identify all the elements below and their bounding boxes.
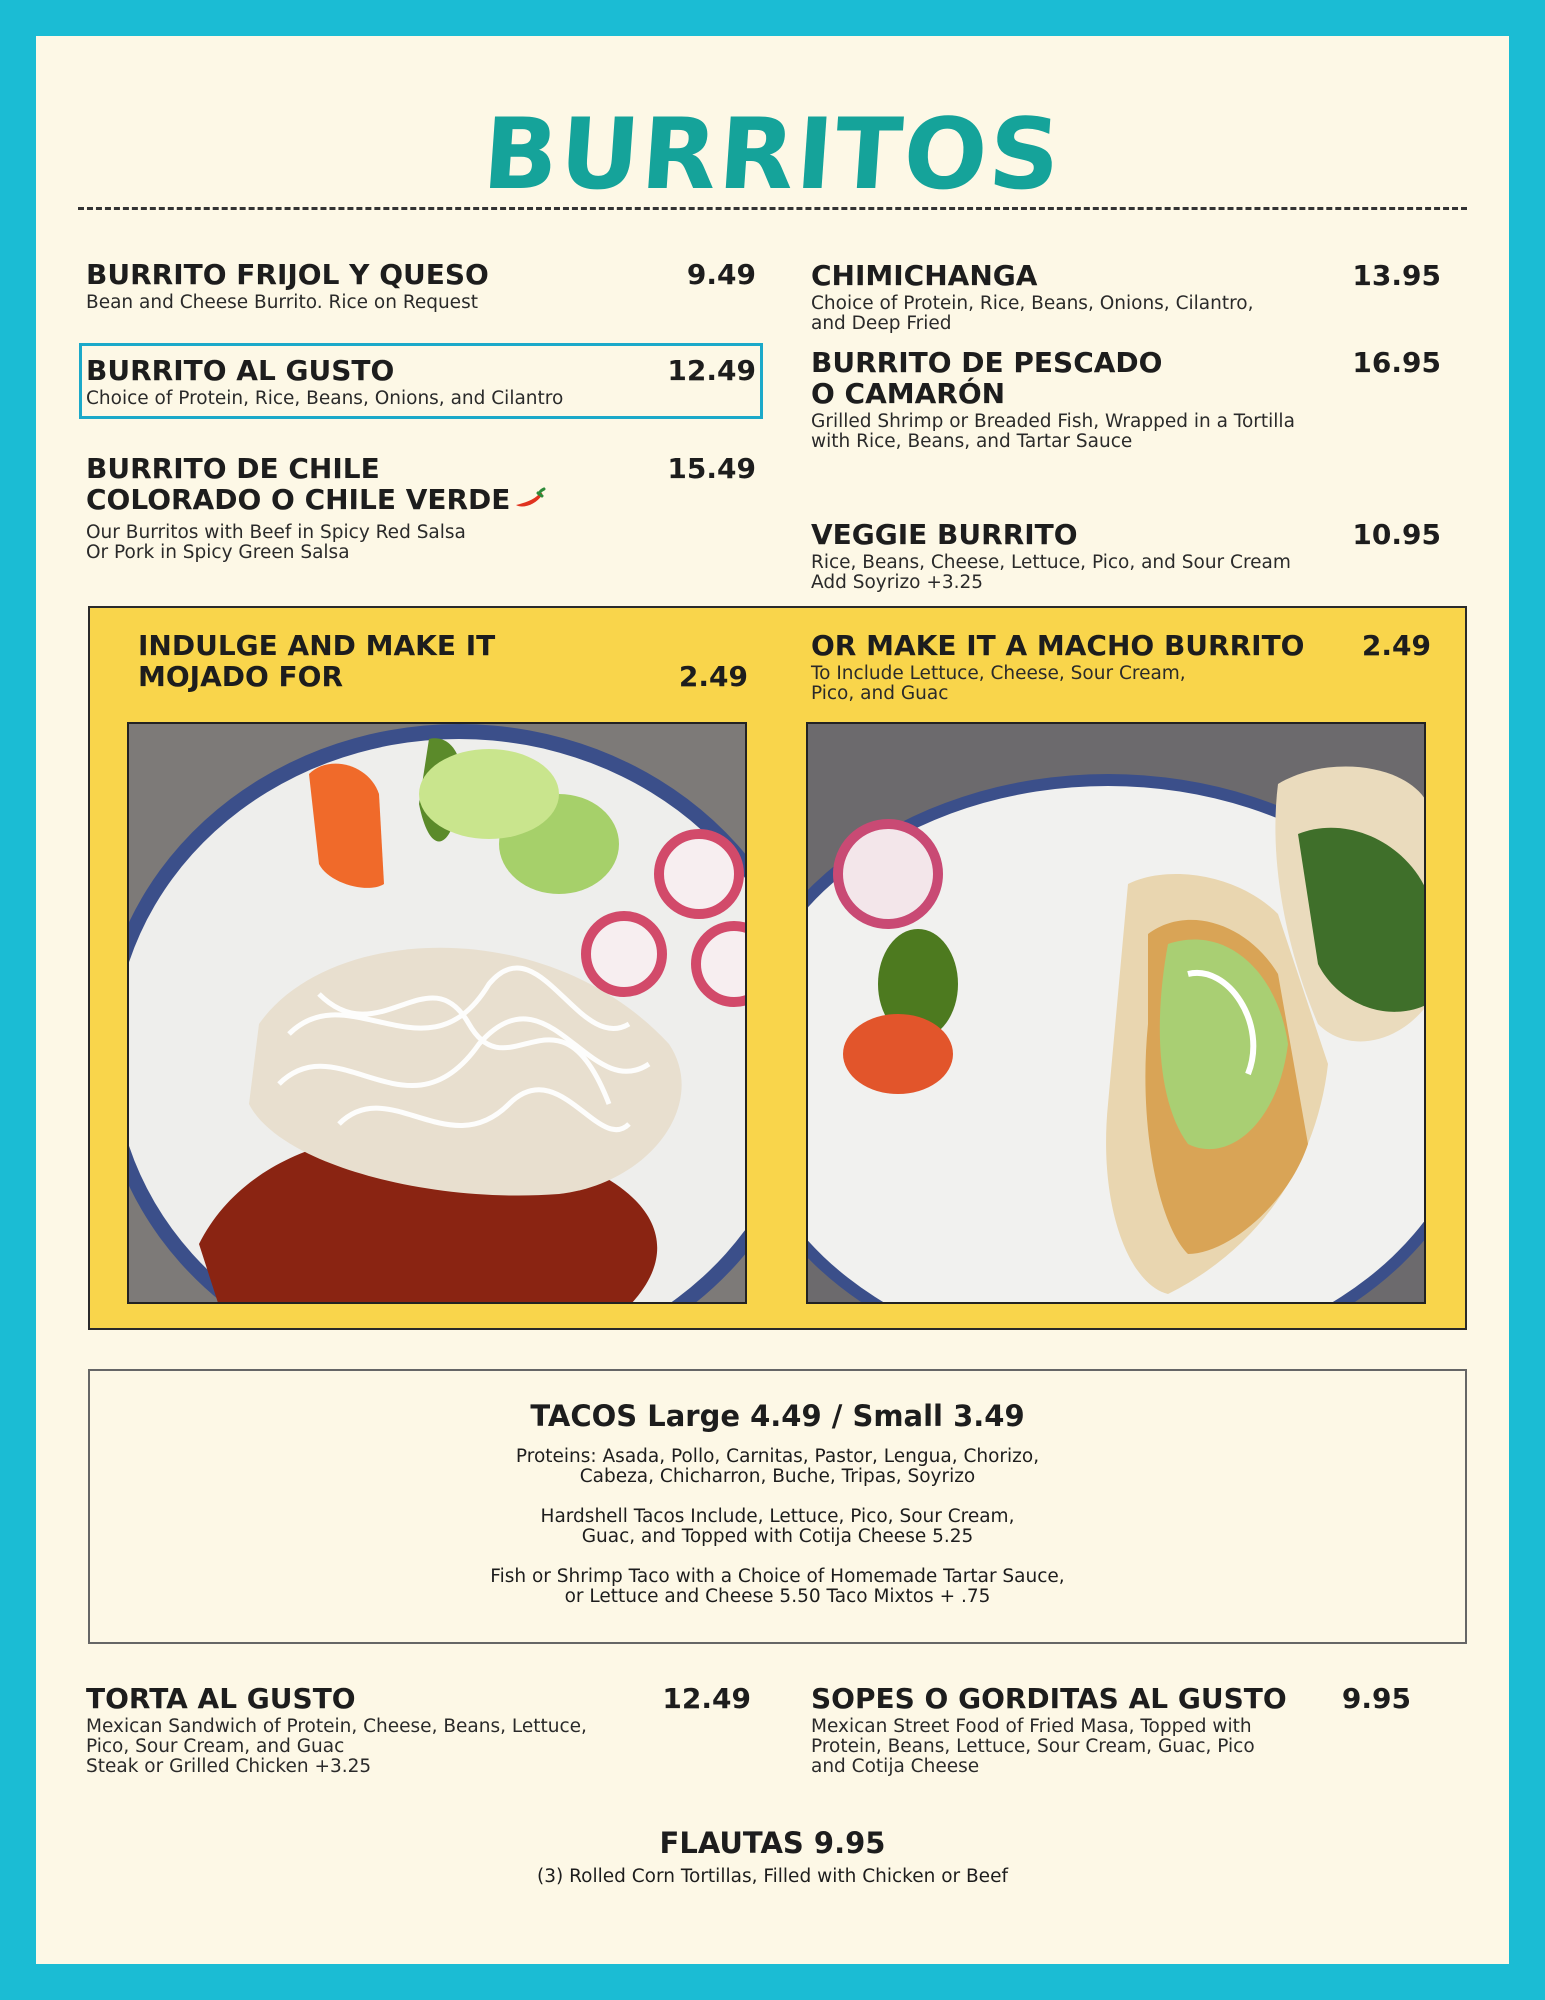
item-description: (3) Rolled Corn Tortillas, Filled with Chicken or Beef bbox=[537, 1866, 1008, 1887]
item-name: VEGGIE BURRITO bbox=[811, 518, 1078, 551]
chili-pepper-icon bbox=[512, 487, 546, 511]
item-name: BURRITO FRIJOL Y QUESO bbox=[86, 258, 489, 291]
item-name: TORTA AL GUSTO bbox=[86, 1682, 356, 1715]
item-description: Mexican Sandwich of Protein, Cheese, Beans, Lettuce, Pico, Sour Cream, and Guac Steak or Grilled Chicken +3.25 bbox=[86, 1716, 587, 1777]
menu-item-burrito-de-chile[interactable] bbox=[86, 453, 756, 563]
menu-item-sopes-o-gorditas[interactable] bbox=[811, 1683, 1411, 1777]
item-name-text: BURRITO DE CHILE COLORADO O CHILE VERDE bbox=[86, 452, 511, 516]
menu-item-flautas[interactable] bbox=[36, 1826, 1509, 1887]
upgrade-price: 2.49 bbox=[678, 660, 748, 693]
item-name: FLAUTAS 9.95 bbox=[659, 1826, 886, 1860]
macho-burrito-photo bbox=[806, 722, 1426, 1304]
upgrade-description: To Include Lettuce, Cheese, Sour Cream, Pico, and Guac bbox=[811, 663, 1186, 704]
tacos-hardshell: Hardshell Tacos Include, Lettuce, Pico, Sour Cream, Guac, and Topped with Cotija Cheese 5.25 bbox=[540, 1506, 1015, 1547]
item-name bbox=[86, 453, 756, 515]
page-title: BURRITOS bbox=[479, 98, 1066, 212]
menu-item-chimichanga[interactable] bbox=[811, 260, 1441, 334]
menu-item-burrito-de-pescado[interactable] bbox=[811, 347, 1441, 452]
item-description: Bean and Cheese Burrito. Rice on Request bbox=[86, 292, 478, 313]
menu-item-veggie-burrito[interactable] bbox=[811, 519, 1441, 593]
tacos-proteins: Proteins: Asada, Pollo, Carnitas, Pastor, Lengua, Chorizo, Cabeza, Chicharron, Buche, Tripas, Soyrizo bbox=[515, 1446, 1040, 1487]
item-price: 9.49 bbox=[686, 258, 756, 291]
item-name: BURRITO AL GUSTO bbox=[86, 354, 395, 387]
mojado-burrito-photo bbox=[127, 722, 747, 1304]
item-description: Grilled Shrimp or Breaded Fish, Wrapped in a Tortilla with Rice, Beans, and Tartar Sauce bbox=[811, 411, 1295, 452]
menu-item-torta-al-gusto[interactable] bbox=[86, 1683, 751, 1777]
upgrade-mojado[interactable] bbox=[138, 630, 748, 692]
item-name: BURRITO DE PESCADO O CAMARÓN bbox=[811, 346, 1163, 410]
tacos-fish-shrimp: Fish or Shrimp Taco with a Choice of Homemade Tartar Sauce, or Lettuce and Cheese 5.50 Taco Mixtos + .75 bbox=[490, 1566, 1065, 1607]
item-name: SOPES O GORDITAS AL GUSTO bbox=[811, 1682, 1287, 1715]
item-name: CHIMICHANGA bbox=[811, 259, 1038, 292]
item-price: 13.95 bbox=[1352, 259, 1441, 292]
upgrades-panel bbox=[88, 606, 1467, 1330]
upgrade-macho[interactable] bbox=[811, 630, 1431, 704]
item-description: Choice of Protein, Rice, Beans, Onions, and Cilantro bbox=[86, 388, 564, 409]
tacos-title: TACOS Large 4.49 / Small 3.49 bbox=[530, 1399, 1025, 1433]
menu-item-burrito-al-gusto[interactable] bbox=[86, 355, 756, 409]
item-price: 12.49 bbox=[667, 354, 756, 387]
item-description: Our Burritos with Beef in Spicy Red Salsa Or Pork in Spicy Green Salsa bbox=[86, 522, 466, 563]
menu-page bbox=[36, 36, 1509, 1964]
item-description: Rice, Beans, Cheese, Lettuce, Pico, and Sour Cream Add Soyrizo +3.25 bbox=[811, 552, 1291, 593]
item-price: 9.95 bbox=[1341, 1682, 1411, 1715]
item-price: 12.49 bbox=[662, 1682, 751, 1715]
item-description: Mexican Street Food of Fried Masa, Topped with Protein, Beans, Lettuce, Sour Cream, Guac, Pico and Cotija Cheese bbox=[811, 1716, 1255, 1777]
tacos-section bbox=[88, 1369, 1467, 1644]
menu-item-burrito-frijol-y-queso[interactable] bbox=[86, 259, 756, 313]
upgrade-name: INDULGE AND MAKE IT MOJADO FOR bbox=[138, 629, 496, 693]
item-price: 15.49 bbox=[667, 452, 756, 485]
upgrade-name: OR MAKE IT A MACHO BURRITO bbox=[811, 629, 1305, 662]
item-price: 16.95 bbox=[1352, 346, 1441, 379]
item-price: 10.95 bbox=[1352, 518, 1441, 551]
dashed-divider bbox=[78, 207, 1467, 210]
item-description: Choice of Protein, Rice, Beans, Onions, Cilantro, and Deep Fried bbox=[811, 293, 1254, 334]
upgrade-price: 2.49 bbox=[1361, 629, 1431, 662]
